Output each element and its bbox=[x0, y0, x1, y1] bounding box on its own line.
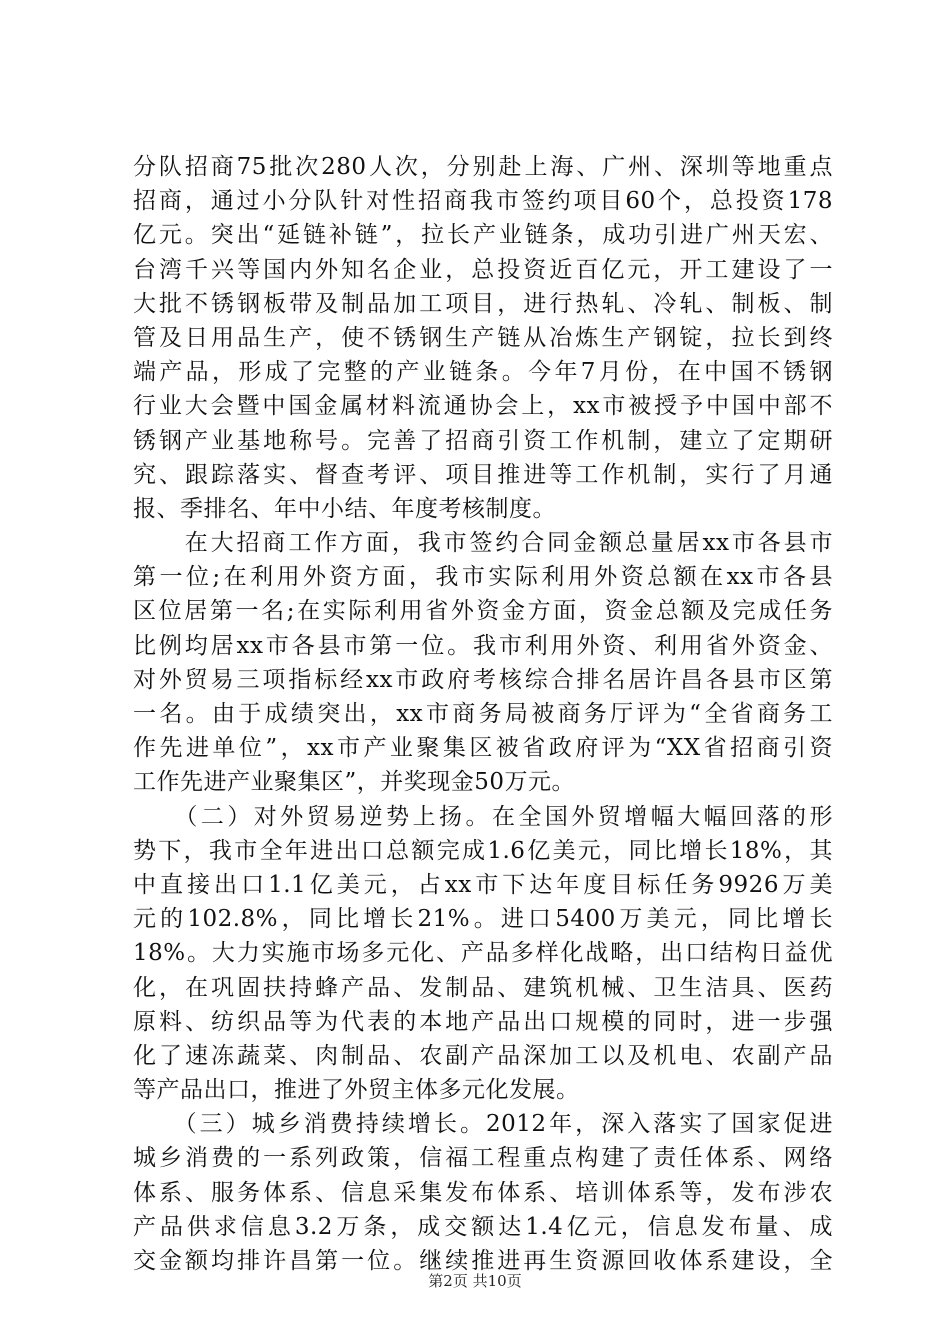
text-line: 行业大会暨中国金属材料流通协会上，xx市被授予中国中部不 bbox=[133, 393, 833, 420]
text-line: 端产品，形成了完整的产业链条。今年7月份，在中国不锈钢 bbox=[133, 359, 833, 386]
text-line: 对外贸易三项指标经xx市政府考核综合排名居许昌各县市区第 bbox=[133, 666, 833, 693]
text-line: 台湾千兴等国内外知名企业，总投资近百亿元，开工建设了一 bbox=[133, 256, 833, 283]
text-line: （二）对外贸易逆势上扬。在全国外贸增幅大幅回落的形 bbox=[133, 803, 833, 830]
text-line: 城乡消费的一系列政策，信福工程重点构建了责任体系、网络 bbox=[133, 1145, 833, 1172]
text-line: 比例均居xx市各县市第一位。我市利用外资、利用省外资金、 bbox=[133, 632, 833, 659]
text-line: 作先进单位”，xx市产业聚集区被省政府评为“XX省招商引资 bbox=[133, 735, 833, 762]
text-line: 中直接出口1.1亿美元，占xx市下达年度目标任务9926万美 bbox=[133, 871, 833, 898]
text-line: 招商，通过小分队针对性招商我市签约项目60个，总投资178 bbox=[133, 188, 833, 215]
page-footer: 第2页 共10页 bbox=[428, 1272, 522, 1290]
text-line: 究、跟踪落实、督查考评、项目推进等工作机制，实行了月通 bbox=[133, 461, 833, 488]
body-text bbox=[133, 150, 833, 1278]
text-line: 元的102.8%，同比增长21%。进口5400万美元，同比增长 bbox=[133, 906, 833, 933]
text-line: 区位居第一名;在实际利用省外资金方面，资金总额及完成任务 bbox=[133, 598, 833, 625]
text-line: 管及日用品生产，使不锈钢生产链从冶炼生产钢锭，拉长到终 bbox=[133, 324, 833, 351]
text-line: 报、季排名、年中小结、年度考核制度。 bbox=[133, 495, 556, 522]
text-line: 原料、纺织品等为代表的本地产品出口规模的同时，进一步强 bbox=[133, 1008, 833, 1035]
text-line: 等产品出口，推进了外贸主体多元化发展。 bbox=[133, 1077, 580, 1104]
text-line: 大批不锈钢板带及制品加工项目，进行热轧、冷轧、制板、制 bbox=[133, 290, 833, 317]
text-line: 在大招商工作方面，我市签约合同金额总量居xx市各县市 bbox=[133, 530, 833, 557]
text-line: 产品供求信息3.2万条，成交额达1.4亿元，信息发布量、成 bbox=[133, 1213, 833, 1240]
text-line: 18%。大力实施市场多元化、产品多样化战略，出口结构日益优 bbox=[133, 940, 833, 967]
text-line: 势下，我市全年进出口总额完成1.6亿美元，同比增长18%，其 bbox=[133, 837, 833, 864]
text-line: 亿元。突出“延链补链”，拉长产业链条，成功引进广州天宏、 bbox=[133, 222, 833, 249]
text-line: 锈钢产业基地称号。完善了招商引资工作机制，建立了定期研 bbox=[133, 427, 833, 454]
text-line: 体系、服务体系、信息采集发布体系、培训体系等，发布涉农 bbox=[133, 1179, 833, 1206]
text-line: 工作先进产业聚集区”，并奖现金50万元。 bbox=[133, 769, 576, 796]
text-line: （三）城乡消费持续增长。2012年，深入落实了国家促进 bbox=[133, 1111, 833, 1138]
text-line: 交金额均排许昌第一位。继续推进再生资源回收体系建设，全 bbox=[133, 1248, 833, 1274]
text-line: 一名。由于成绩突出，xx市商务局被商务厅评为“全省商务工 bbox=[133, 701, 833, 727]
text-line: 化，在巩固扶持蜂产品、发制品、建筑机械、卫生洁具、医药 bbox=[133, 974, 833, 1001]
text-line: 分队招商75批次280人次，分别赴上海、广州、深圳等地重点 bbox=[133, 154, 833, 180]
text-line: 化了速冻蔬菜、肉制品、农副产品深加工以及机电、农副产品 bbox=[133, 1042, 833, 1069]
text-line: 第一位;在利用外资方面，我市实际利用外资总额在xx市各县 bbox=[133, 564, 833, 591]
